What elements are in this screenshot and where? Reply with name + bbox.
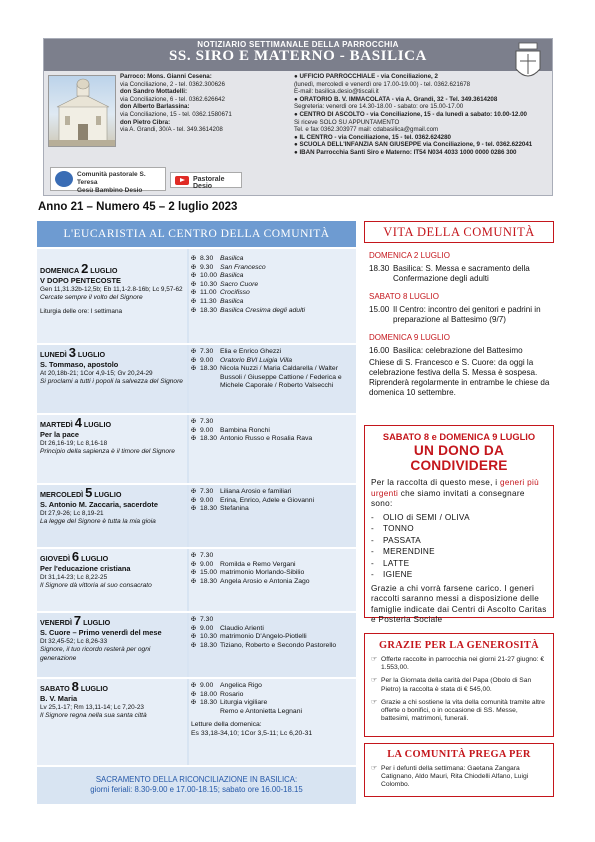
mass-entry [191, 348, 354, 357]
mass-time: 18.30 [200, 435, 218, 443]
bullet-icon: ✠ [191, 290, 197, 297]
bullet-icon: ✠ [191, 307, 197, 314]
mass-entry [191, 616, 354, 625]
mass-entry [191, 691, 354, 700]
mass-time: 18.00 [200, 690, 218, 698]
mass-intention: Sacro Cuore [220, 280, 259, 288]
bullet-icon: ✠ [191, 298, 197, 305]
mass-entry [191, 569, 354, 578]
mass-time: 18.30 [200, 641, 218, 649]
mass-time: 7.30 [200, 552, 214, 559]
mass-entry [191, 255, 354, 264]
day-row [37, 677, 356, 765]
day-heading: MARTEDÌ 4 LUGLIO [40, 415, 112, 430]
event-time: 15.00 [369, 305, 390, 314]
mass-time: 18.30 [200, 505, 218, 513]
day-row [37, 483, 356, 547]
donation-title: UN DONO DA CONDIVIDERE [410, 443, 508, 473]
day-heading: GIOVEDÌ 6 LUGLIO [40, 549, 109, 564]
bullet-icon: ✠ [191, 349, 197, 355]
prega-item-text: Per i defunti della settimana: Gaetana Zangara Catignano, Aldo Mauri, Rita Chiodelli Alfano, Luigi Colombo. [381, 765, 529, 789]
feast-name: B. V. Maria [40, 693, 78, 703]
event-entry [369, 346, 554, 356]
bullet-icon: ✠ [191, 489, 197, 495]
mass-entry [191, 497, 354, 506]
mass-intention: Basilica Cresima degli adulti [220, 306, 305, 314]
header-title: SS. SIRO E MATERNO - BASILICA [168, 48, 427, 64]
event-text: Basilica: S. Messa e sacramento della Confermazione degli adulti [393, 264, 530, 283]
newsletter-header [43, 38, 553, 196]
day-row [37, 413, 356, 483]
mass-list [189, 249, 356, 343]
hand-pointer-icon: ☞ [371, 765, 378, 772]
donation-outro: Grazie a chi vorrà farsene carico. I generi raccolti saranno messi a disposizione delle famiglie indicate dai Centri di Ascolto Caritas e Posteria Sociale [371, 583, 547, 624]
office-line: ● SCUOLA DELL'INFANZIA SAN GIUSEPPE via Conciliazione, 9 - tel. 0362.622041 [294, 141, 533, 149]
mass-time: 10.00 [200, 272, 218, 280]
clergy-entry: Parroco: Mons. Gianni Cesena: via Conciliazione, 2 - tel. 0362.300626 [120, 73, 225, 88]
bullet-icon: ✠ [191, 700, 197, 707]
office-line: ● ORATORIO B. V. IMMACOLATA - via A. Grandi, 32 - Tel. 349.3614208 [294, 95, 498, 103]
psalm-motto: Principio della sapienza è il timore del Signore [40, 448, 175, 456]
event-text: Basilica: celebrazione del Battesimo [393, 346, 523, 355]
mass-time: 7.30 [200, 616, 214, 623]
day-heading: SABATO 8 LUGLIO [40, 679, 108, 694]
youtube-icon [175, 176, 189, 185]
clergy-entry: don Sandro Mottadelli: via Conciliazione, 6 - tel. 0362.626642 [120, 88, 225, 103]
youtube-badge-label: Pastorale Desio [193, 176, 225, 190]
prayer-title: LA COMUNITÀ PREGA PER [387, 749, 531, 760]
day-row [37, 247, 356, 343]
mass-schedule [37, 221, 356, 804]
bullet-icon: ✠ [191, 553, 197, 559]
office-line: ● CENTRO DI ASCOLTO - via Conciliazione, 15 - da lunedì a sabato: 10.00-12.00 [294, 110, 527, 118]
mass-intention: Basilica [220, 297, 244, 305]
mass-intention: Angela Arosio e Antonia Zago [220, 577, 310, 585]
event-time: 16.00 [369, 346, 390, 355]
feast-name: S. Tommaso, apostolo [40, 359, 119, 369]
mass-time: 18.30 [200, 577, 218, 585]
mass-time [200, 708, 220, 717]
mass-intention [220, 552, 354, 561]
mass-list [189, 679, 356, 765]
prayer-box [364, 743, 554, 797]
mass-list [189, 345, 356, 413]
bullet-icon: ✠ [191, 634, 197, 641]
donation-item: - LATTE [371, 558, 547, 570]
mass-time: 9.00 [200, 496, 214, 504]
bullet-icon: ✠ [191, 625, 197, 632]
psalm-motto: Cercate sempre il volto del Signore [40, 294, 143, 302]
event-entry [369, 264, 554, 284]
donation-item: - MERENDINE [371, 546, 547, 558]
day-heading: MERCOLEDÌ 5 LUGLIO [40, 485, 122, 500]
day-row [37, 611, 356, 677]
feast-name: Per la pace [40, 429, 80, 439]
readings: Dt 27,9-26; Lc 8,19-21 [40, 509, 104, 517]
office-line: (lunedì, mercoledì e venerdì ore 17.00-19.00) - tel. 0362.621678 [294, 80, 471, 88]
grazie-item [371, 677, 547, 693]
donation-item: - PASSATA [371, 535, 547, 547]
bullet-icon [191, 708, 200, 717]
office-line: Segreteria: venerdì ore 14.30-18.00 - sabato: ore 15.00-17.00 [294, 103, 464, 111]
mass-intention: Remo e Antonietta Legnani [220, 707, 303, 715]
bullet-icon: ✠ [191, 617, 197, 623]
bullet-icon: ✠ [191, 281, 197, 288]
office-line: Si riceve SOLO SU APPUNTAMENTO [294, 118, 400, 126]
mass-schedule-title: L'EUCARISTIA AL CENTRO DELLA COMUNITÀ [37, 221, 356, 247]
mass-time: 9.00 [200, 426, 214, 434]
donation-box [364, 425, 554, 624]
mass-time: 7.30 [200, 348, 214, 355]
mass-intention: Bambina Ronchi [220, 426, 270, 434]
day-heading: LUNEDÌ 3 LUGLIO [40, 345, 106, 360]
reconciliation-text: giorni feriali: 8.30-9.00 e 17.00-18.15; sabato ore 16.00-18.15 [90, 785, 303, 794]
community-badge-line: Comunità pastorale S. Teresa [77, 171, 146, 186]
mass-entry [191, 699, 354, 708]
grazie-item [371, 656, 547, 672]
psalm-motto: Si proclami a tutti i popoli la salvezza del Signore [40, 378, 183, 386]
sunday-readings: Letture della domenica: Es 33,18-34,10; 1Cor 3,5-11; Lc 6,20-31 [191, 721, 313, 737]
mass-time: 9.00 [200, 624, 214, 632]
reconciliation-note [37, 765, 356, 804]
bullet-icon: ✠ [191, 436, 197, 443]
mass-entry [191, 625, 354, 634]
feast-name: S. Antonio M. Zaccaria, sacerdote [40, 499, 159, 509]
donation-item: - OLIO di SEMI / OLIVA [371, 512, 547, 524]
mass-entry [191, 427, 354, 436]
mass-intention: Basilica [220, 255, 244, 262]
mass-time: 11.00 [200, 289, 217, 297]
bullet-icon: ✠ [191, 561, 197, 568]
psalm-motto: La legge del Signore è tutta la mia gioia [40, 518, 156, 526]
mass-time: 9.00 [200, 356, 214, 364]
mass-intention: matrimonio D'Angelo-Piotlelli [220, 633, 307, 641]
day-info [37, 249, 187, 343]
psalm-motto: Signore, il tuo ricordo resterà per ogni generazione [40, 646, 151, 663]
prega-item [371, 765, 547, 790]
thanks-title: GRAZIE PER LA GENEROSITÀ [379, 640, 539, 651]
grazie-item-text: Per la Giornata della carità del Papa (Obolo di San Pietro) la raccolta è stata di € 545,00. [381, 677, 532, 693]
clergy-contacts [120, 73, 290, 134]
day-info [37, 549, 187, 611]
thanks-box [364, 633, 554, 737]
bullet-icon: ✠ [191, 683, 197, 689]
community-badge-line: Gesù Bambino Desio [77, 187, 143, 194]
office-line: ● UFFICIO PARROCCHIALE - via Conciliazione, 2 [294, 73, 438, 80]
mass-time: 9.00 [200, 682, 214, 689]
donation-item: - TONNO [371, 523, 547, 535]
bullet-icon: ✠ [191, 256, 197, 262]
mass-entry [191, 298, 354, 307]
mass-time: 8.30 [200, 255, 214, 262]
mass-intention: Tiziano, Roberto e Secondo Pastorello [220, 641, 337, 649]
mass-time: 18.30 [200, 365, 218, 373]
mass-entry [191, 708, 354, 717]
clergy-entry: don Alberto Barlassina: via Conciliazione, 15 - tel. 0362.1580671 [120, 103, 232, 118]
header-banner [44, 39, 552, 71]
bullet-icon: ✠ [191, 264, 197, 271]
mass-entry [191, 505, 354, 514]
mass-intention: Nicola Nuzzi / Maria Caldarella / Walter Bussoli / Giuseppe Cattione / Federica e Michele Caporale / Roberto Valsecchi [220, 365, 342, 390]
mass-intention: Elia e Enrico Ghezzi [220, 348, 282, 355]
day-info [37, 485, 187, 547]
mass-intention: San Francesco [220, 263, 266, 271]
bullet-icon: ✠ [191, 578, 197, 585]
mass-entry [191, 418, 354, 427]
mass-time: 10.30 [200, 633, 218, 641]
mass-time: 18.30 [200, 306, 218, 314]
issue-line: Anno 21 – Numero 45 – 2 luglio 2023 [38, 201, 238, 213]
grazie-item [371, 699, 547, 724]
donation-intro: Per la raccolta di questo mese, i generi più urgenti che siamo invitati a consegnare sono: [371, 478, 539, 508]
office-contacts [294, 73, 549, 157]
mass-intention: Oratorio BVI Luigia Villa [220, 356, 293, 364]
clergy-entry: don Pietro Cibra: via A. Grandi, 30/A - tel. 349.3614208 [120, 118, 223, 134]
readings: Gen 11,31.32b-12,5b; Eb 11,1-2.8-16b; Lc 9,57-62 [40, 285, 183, 293]
day-row [37, 343, 356, 413]
mass-list [189, 613, 356, 677]
mass-intention: Rosario [220, 690, 244, 698]
bullet-icon: ✠ [191, 497, 197, 504]
event-text: Il Centro: incontro dei genitori e padrini in preparazione al Battesimo (9/7) [393, 305, 541, 324]
reconciliation-title: SACRAMENTO DELLA RICONCILIAZIONE IN BASILICA: [95, 775, 298, 784]
readings: Dt 26,16-19; Lc 8,16-18 [40, 439, 108, 447]
mass-intention: Claudio Arienti [220, 624, 264, 632]
event-date: DOMENICA 2 LUGLIO [369, 251, 450, 260]
community-logo-icon [55, 171, 73, 187]
mass-intention: Liturgia vigiliare [220, 699, 268, 707]
grazie-item-text: Offerte raccolte in parrocchia nei giorni 21-27 giugno: € 1.553,00. [381, 656, 545, 672]
office-line: ● IL CENTRO - via Conciliazione, 15 - tel. 0362.624280 [294, 133, 451, 141]
bullet-icon: ✠ [191, 366, 197, 373]
mass-time: 7.30 [200, 488, 214, 495]
mass-list [189, 415, 356, 483]
mass-intention [220, 616, 354, 625]
mass-intention: Angelica Rigo [220, 682, 262, 689]
mass-time: 15.00 [200, 569, 218, 577]
day-info [37, 345, 187, 413]
bullet-icon: ✠ [191, 427, 197, 434]
mass-entry [191, 272, 354, 281]
day-info [37, 613, 187, 677]
header-subtitle: NOTIZIARIO SETTIMANALE DELLA PARROCCHIA [197, 40, 399, 49]
community-badge[interactable] [50, 167, 166, 194]
mass-entry [191, 289, 354, 298]
bullet-icon: ✠ [191, 691, 197, 698]
feast-name: V DOPO PENTECOSTE [40, 275, 121, 285]
office-line: E-mail: basilica.desio@tiscali.it [294, 88, 379, 96]
readings: At 20,18b-21; 1Cor 4,9-15; Gv 20,24-29 [40, 369, 153, 377]
youtube-badge[interactable] [170, 172, 242, 188]
mass-intention: Crocifisso [220, 289, 250, 297]
hand-pointer-icon: ☞ [371, 698, 378, 706]
day-row [37, 547, 356, 611]
mass-entry [191, 264, 354, 273]
mass-entry [191, 578, 354, 587]
donation-dates: SABATO 8 e DOMENICA 9 LUGLIO [382, 432, 536, 442]
feast-name: S. Cuore – Primo venerdì del mese [40, 627, 162, 637]
event-entry [369, 305, 554, 325]
readings: Lv 25,1-17; Rm 13,11-14; Lc 7,20-23 [40, 703, 144, 711]
mass-entry [191, 633, 354, 642]
vita-title: VITA DELLA COMUNITÀ [364, 221, 554, 243]
bullet-icon: ✠ [191, 357, 197, 364]
mass-entry [191, 488, 354, 497]
bullet-icon: ✠ [191, 570, 197, 577]
donation-item: - IGIENE [371, 569, 547, 581]
day-heading: DOMENICA 2 LUGLIO [40, 261, 118, 276]
mass-intention: Basilica [220, 272, 244, 280]
mass-intention: Stefanina [220, 505, 249, 513]
hand-pointer-icon: ☞ [371, 656, 378, 663]
mass-intention: Liliana Arosio e familiari [220, 488, 292, 495]
office-line: ● IBAN Parrocchia Santi Siro e Materno: IT54 N034 4033 1000 0000 0286 300 [294, 148, 517, 156]
mass-time: 9.00 [200, 560, 214, 568]
readings: Dt 32,45-52; Lc 8,26-33 [40, 637, 108, 645]
day-info [37, 679, 187, 765]
church-photo [48, 75, 116, 147]
mass-entry [191, 307, 354, 316]
readings: Dt 31,14-23; Lc 8,22-25 [40, 573, 108, 581]
psalm-motto: Il Signore dà vittoria al suo consacrato [40, 582, 152, 590]
hand-pointer-icon: ☞ [371, 677, 378, 685]
office-line: Tel. e fax 0362.303977 mail: cdabasilica@gmail.com [294, 126, 439, 134]
bullet-icon: ✠ [191, 506, 197, 513]
mass-intention: Erina, Enrico, Adele e Giovanni [220, 496, 315, 504]
mass-entry [191, 552, 354, 561]
mass-entry [191, 435, 354, 444]
mass-intention: Antonio Russo e Rosalia Rava [220, 435, 313, 443]
bullet-icon: ✠ [191, 419, 197, 425]
psalm-motto: Il Signore regna nella sua santa città [40, 712, 147, 720]
feast-name: Per l'educazione cristiana [40, 563, 131, 573]
event-date: DOMENICA 9 LUGLIO [369, 333, 450, 342]
donation-items [371, 512, 547, 581]
mass-intention: matrimonio Morlando-Sibilio [220, 569, 305, 577]
day-info [37, 415, 187, 483]
mass-time: 10.30 [200, 280, 218, 288]
mass-entry [191, 642, 354, 651]
mass-time: 9.30 [200, 263, 214, 271]
event-date: SABATO 8 LUGLIO [369, 292, 439, 301]
mass-time: 7.30 [200, 418, 214, 425]
day-heading: VENERDÌ 7 LUGLIO [40, 613, 111, 628]
mass-list [189, 549, 356, 611]
mass-time: 11.30 [200, 297, 217, 305]
liturgy-note: Liturgia delle ore: I settimana [40, 308, 123, 316]
mass-intention [220, 418, 354, 427]
mass-entry [191, 682, 354, 691]
grazie-item-text: Grazie a chi sostiene la vita della comunità tramite altre offerte o bonifici, o in occasione di SS. Messe, battesimi, matrimoni, funerali. [381, 698, 545, 723]
mass-entry [191, 281, 354, 290]
event-note: Chiese di S. Francesco e S. Cuore: da oggi la celebrazione festiva della S. Messa è sospesa. Riprenderà regolarmente in entrambe le chiese da domenica 10 settembre. [369, 358, 550, 397]
bullet-icon: ✠ [191, 642, 197, 649]
church-icon [49, 76, 116, 147]
mass-entry [191, 357, 354, 366]
mass-intention: Romilda e Remo Vergani [220, 560, 296, 568]
vita-events [369, 251, 554, 398]
mass-time: 18.30 [200, 699, 218, 707]
bullet-icon: ✠ [191, 273, 197, 280]
mass-entry [191, 561, 354, 570]
mass-list [189, 485, 356, 547]
event-time: 18.30 [369, 264, 390, 273]
mass-entry [191, 365, 354, 391]
